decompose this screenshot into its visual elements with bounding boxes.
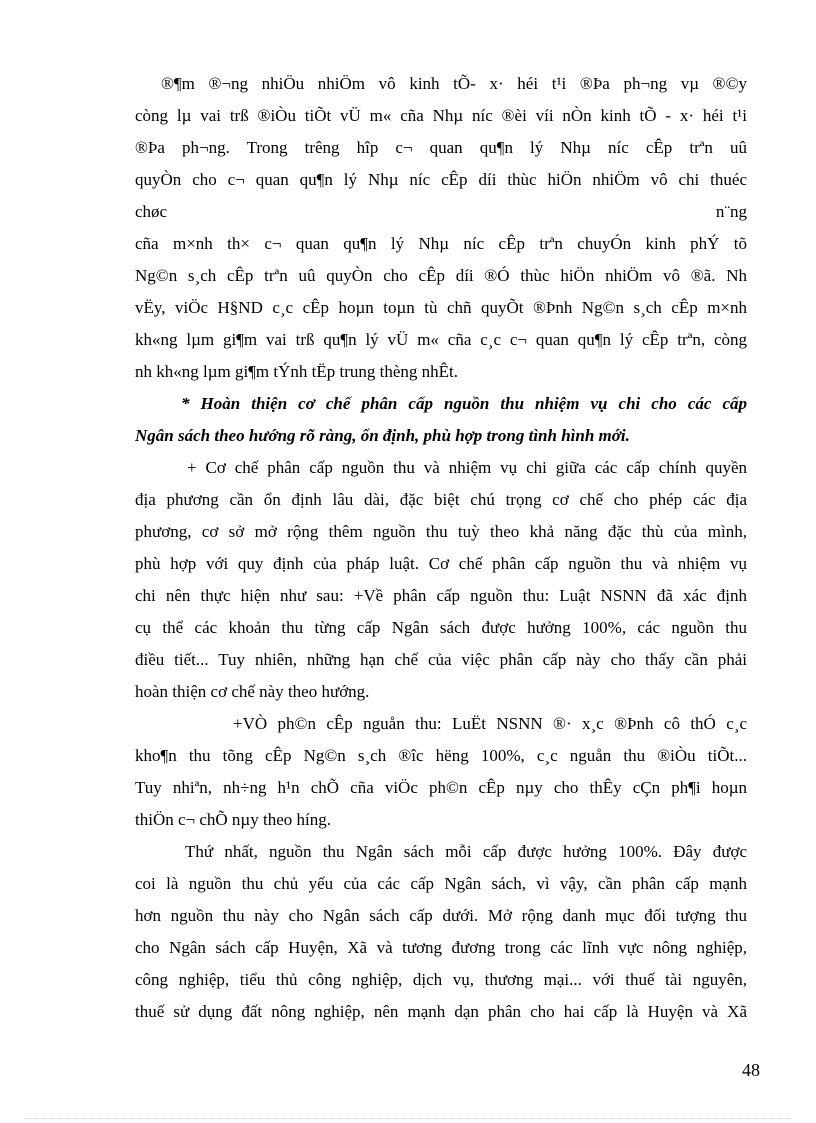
text-line: ®Þa ph¬ng. Trong trêng hîp c¬ quan qu¶n lý Nhµ níc cÊp trªn uû — [135, 138, 747, 157]
paragraph-p4 — [135, 708, 747, 836]
text-line: cụ thể các khoản thu từng cấp Ngân sách được hưởng 100%, các nguồn thu — [135, 618, 747, 637]
text-line: kho¶n thu tõng cÊp Ng©n s¸ch ®îc hëng 100%, c¸c nguån thu ®iÒu tiÕt... — [135, 746, 747, 765]
text-line: còng lµ vai trß ®iÒu tiÕt vÜ m« cña Nhµ níc ®èi víi nÒn kinh tÕ - x· héi t¹i — [135, 106, 747, 125]
document-body — [135, 68, 747, 1028]
page-number: 48 — [742, 1060, 760, 1080]
text-line: điều tiết... Tuy nhiên, những hạn chế của việc phân cấp này cho thấy cần phải — [135, 650, 747, 669]
text-line: Thứ nhất, nguồn thu Ngân sách mỗi cấp được hưởng 100%. Đây được — [185, 842, 747, 861]
text-line: phù hợp với quy định của pháp luật. Cơ chế phân cấp nguồn thu và nhiệm vụ — [135, 554, 747, 573]
text-line: công nghiệp, tiểu thủ công nghiệp, dịch vụ, thương mại... với thuế tài nguyên, — [135, 970, 747, 989]
section-heading-p2 — [135, 388, 747, 452]
paragraph-p5 — [135, 836, 747, 1028]
text-line: địa phương cần ổn định lâu dài, đặc biệt chú trọng cơ chế cho phép các địa — [135, 490, 747, 509]
paragraph-p3 — [135, 452, 747, 708]
text-line: ®¶m ®¬ng nhiÖu nhiÖm vô kinh tÕ- x· héi t¹i ®Þa ph¬ng vµ ®©y — [161, 74, 747, 93]
text-line: Ngân sách theo hướng rõ ràng, ổn định, phù hợp trong tình hình mới. — [135, 426, 630, 445]
text-line: hơn nguồn thu này cho Ngân sách cấp dưới. Mở rộng danh mục đối tượng thu — [135, 906, 747, 925]
text-line: thiÖn c¬ chÕ nµy theo híng. — [135, 810, 331, 829]
text-line: thuế sử dụng đất nông nghiệp, nên mạnh dạn phân cho hai cấp là Huyện và Xã — [135, 1002, 747, 1021]
text-line: quyÒn cho c¬ quan qu¶n lý Nhµ níc cÊp díi thùc hiÖn nhiÖm vô chi thuéc — [135, 170, 747, 189]
text-line: vËy, viÖc H§ND c¸c cÊp hoµn toµn tù chñ quyÕt ®Þnh Ng©n s¸ch cÊp m×nh — [135, 298, 747, 317]
text-line: + Cơ chế phân cấp nguồn thu và nhiệm vụ chi giữa các cấp chính quyền — [187, 458, 747, 477]
text-line: chøc n¨ng — [135, 202, 747, 221]
text-line: cña m×nh th× c¬ quan qu¶n lý Nhµ níc cÊp trªn chuyÓn kinh phÝ tõ — [135, 234, 747, 253]
text-line: phương, cơ sở mở rộng thêm nguồn thu tuỳ theo khả năng đặc thù của mình, — [135, 522, 747, 541]
text-line: Tuy nhiªn, nh÷ng h¹n chÕ cña viÖc ph©n cÊp nµy cho thÊy cÇn ph¶i hoµn — [135, 778, 747, 797]
text-line: chi nên thực hiện như sau: +Về phân cấp nguồn thu: Luật NSNN đã xác định — [135, 586, 747, 605]
text-line: cho Ngân sách cấp Huyện, Xã và tương đương trong các lĩnh vực nông nghiệp, — [135, 938, 747, 957]
text-line: hoàn thiện cơ chế này theo hướng. — [135, 682, 370, 701]
text-line: nh kh«ng lµm gi¶m tÝnh tËp trung thèng nhÊt. — [135, 362, 459, 381]
text-line: kh«ng lµm gi¶m vai trß qu¶n lý vÜ m« cña c¸c c¬ quan qu¶n lý cÊp trªn, còng — [135, 330, 747, 349]
paragraph-p1 — [135, 68, 747, 388]
text-line: Ng©n s¸ch cÊp trªn uû quyÒn cho cÊp díi ®Ó thùc hiÖn nhiÖm vô ®ã. Nh — [135, 266, 747, 285]
text-line: * Hoàn thiện cơ chế phân cấp nguồn thu nhiệm vụ chi cho các cấp — [181, 394, 747, 413]
page-bottom-border — [24, 1118, 792, 1119]
text-line: +VÒ ph©n cÊp nguån thu: LuËt NSNN ®· x¸c ®Þnh cô thÓ c¸c — [233, 714, 747, 733]
text-line: coi là nguồn thu chủ yếu của các cấp Ngân sách, vì vậy, cần phân cấp mạnh — [135, 874, 747, 893]
